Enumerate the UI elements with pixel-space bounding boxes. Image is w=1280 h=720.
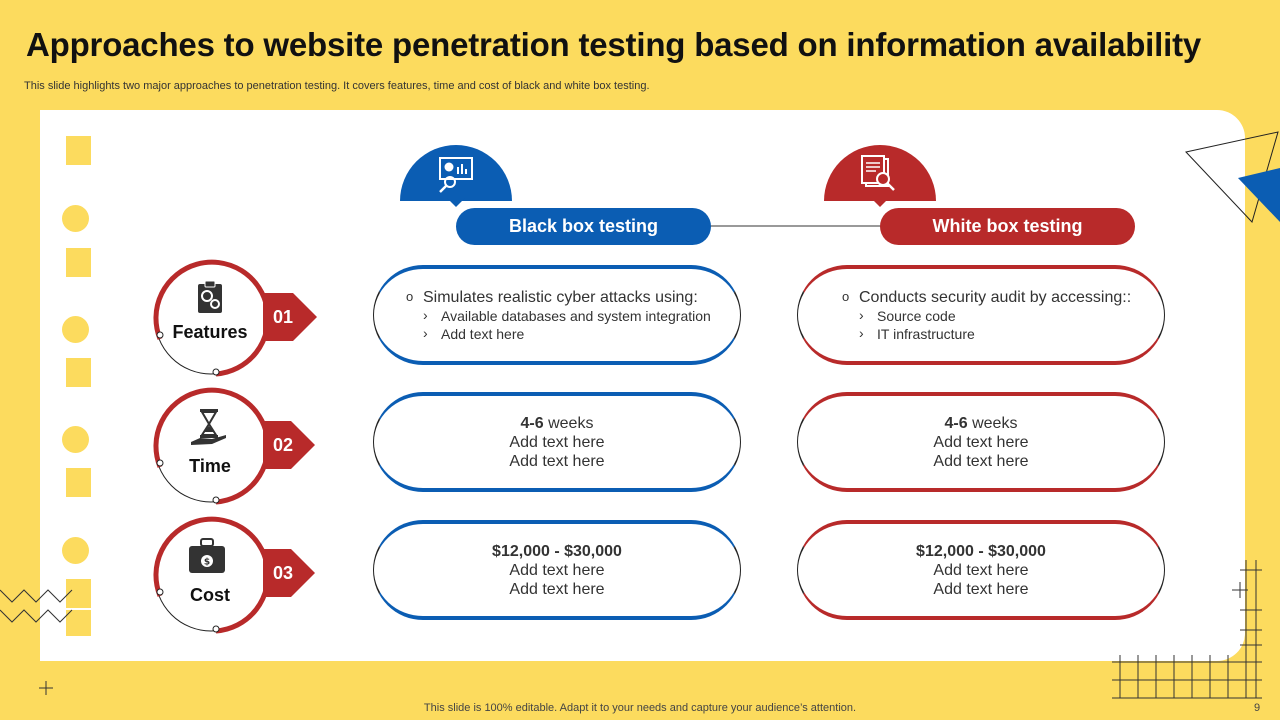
analytics-monitor-icon [436,155,476,193]
black-time-line-3: Add text here [509,452,605,470]
row-label-time: Time [189,456,231,476]
white-cost-line-3: Add text here [933,580,1029,598]
black-features-main: o Simulates realistic cyber attacks using: [406,288,720,307]
document-search-icon [860,155,900,193]
slide-subtitle: This slide highlights two major approaches to penetration testing. It covers features, time and cost of black and white box testing. [24,80,650,92]
white-features-sub-1: › Source code [842,307,1144,325]
row-number-01: 01 [272,307,294,327]
black-time-value: 4-6 [520,414,544,432]
row-number-03: 03 [272,563,294,583]
white-box-label: White box testing [880,208,1135,245]
white-cost-line-2: Add text here [933,561,1029,579]
white-time-line-3: Add text here [933,452,1029,470]
white-time-cell [797,392,1165,492]
white-features-cell [797,265,1165,365]
black-features-sub-1: › Available databases and system integration [406,307,720,325]
white-time-line-2: Add text here [933,433,1029,451]
black-cost-cell [373,520,741,620]
white-cost-value: $12,000 - $30,000 [916,542,1046,560]
white-box-pointer [871,198,889,207]
money-briefcase-icon [188,538,226,574]
white-features-main: o Conducts security audit by accessing:: [842,288,1144,307]
slide-title: Approaches to website penetration testing based on information availability [26,26,1202,63]
black-features-sub-2: › Add text here [406,325,720,343]
black-box-label: Black box testing [456,208,711,245]
black-cost-value: $12,000 - $30,000 [492,542,622,560]
row-number-02: 02 [272,435,294,455]
black-time-cell [373,392,741,492]
features-ring [152,259,270,377]
row-label-cost: Cost [190,585,230,605]
black-cost-line-2: Add text here [509,561,605,579]
black-box-pointer [447,198,465,207]
white-features-sub-2: › IT infrastructure [842,325,1144,343]
footer-note: This slide is 100% editable. Adapt it to your needs and capture your audience’s attention. [423,702,857,714]
cost-ring [152,516,270,634]
page-number: 9 [1254,702,1261,714]
svg-text:$: $ [203,557,211,568]
row-label-features: Features [172,322,248,342]
hourglass-hand-icon [190,408,228,448]
white-time-value: 4-6 [944,414,968,432]
black-cost-line-3: Add text here [509,580,605,598]
black-time-line-2: Add text here [509,433,605,451]
white-time-unit: weeks [967,414,1018,432]
white-cost-cell [797,520,1165,620]
black-time-unit: weeks [543,414,594,432]
black-features-cell [373,265,741,365]
clipboard-gear-icon [193,280,227,314]
